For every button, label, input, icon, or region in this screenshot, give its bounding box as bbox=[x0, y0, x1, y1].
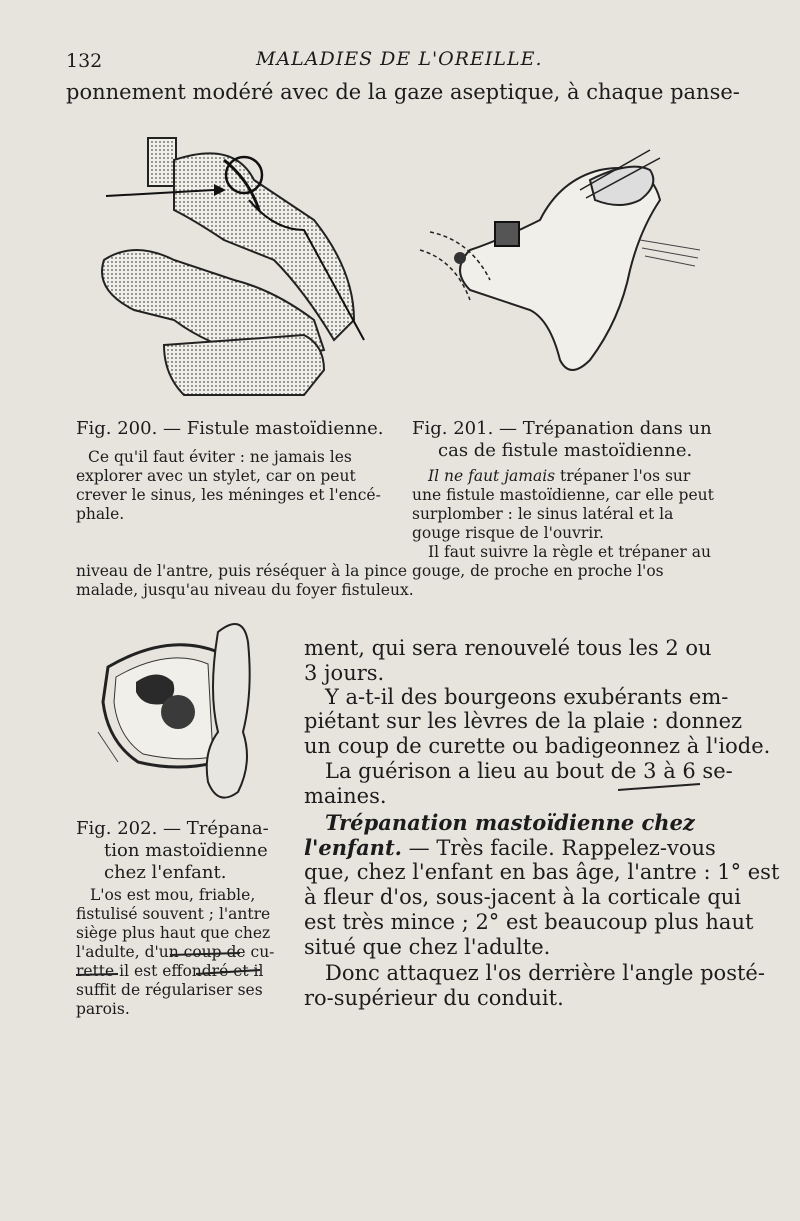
body-line-6: La guérison a lieu au bout de 3 à 6 se- bbox=[325, 759, 733, 783]
fig-201-text-1-rest: trépaner l'os sur bbox=[560, 467, 691, 485]
fig-200-caption: Fig. 200. — Fistule mastoïdienne. bbox=[76, 418, 384, 439]
fig-201-text-2: une fistule mastoïdienne, car elle peut bbox=[412, 486, 714, 504]
body-line-1: ment, qui sera renouvelé tous les 2 ou bbox=[304, 636, 712, 660]
fig-200-text-2: explorer avec un stylet, car on peut bbox=[76, 467, 356, 485]
fig-202-caption-3: chez l'enfant. bbox=[104, 862, 227, 883]
fig-202-text-6: suffit de régulariser ses bbox=[76, 981, 263, 999]
fig-202-text-3: siège plus haut que chez bbox=[76, 924, 271, 942]
fig-202-text-4: l'adulte, d'un coup de cu- bbox=[76, 943, 275, 961]
fig-201-caption-1: Fig. 201. — Trépanation dans un bbox=[412, 418, 712, 439]
section-line-4: est très mince ; 2° est beaucoup plus haut bbox=[304, 910, 754, 934]
fig-201-text-3: surplomber : le sinus latéral et la bbox=[412, 505, 674, 523]
fig-201-continue-3: malade, jusqu'au niveau du foyer fistuleux. bbox=[76, 581, 414, 599]
body-line-7: maines. bbox=[304, 784, 387, 808]
running-title: MALADIES DE L'OREILLE. bbox=[256, 48, 543, 70]
section-line-5: situé que chez l'adulte. bbox=[304, 935, 551, 959]
section-line-2: que, chez l'enfant en bas âge, l'antre : 1° est bbox=[304, 860, 780, 884]
fig-200-text-1: Ce qu'il faut éviter : ne jamais les bbox=[88, 448, 352, 466]
body-line-3: Y a-t-il des bourgeons exubérants em- bbox=[325, 685, 729, 709]
fig-202-text-2: fistulisé souvent ; l'antre bbox=[76, 905, 271, 923]
fig-201-caption-2: cas de fistule mastoïdienne. bbox=[438, 440, 693, 461]
fig-202-text-1: L'os est mou, friable, bbox=[90, 886, 256, 904]
fig-202-caption-2: tion mastoïdienne bbox=[104, 840, 268, 861]
fig-202-text-7: parois. bbox=[76, 1000, 130, 1018]
page-number: 132 bbox=[66, 50, 103, 72]
fig-202-text-5: rette il est effondré et il bbox=[76, 962, 264, 980]
fig-200-text-4: phale. bbox=[76, 505, 125, 523]
fig-201-continue-2: niveau de l'antre, puis réséquer à la pince gouge, de proche en proche l'os bbox=[76, 562, 664, 580]
fig-201-text-4: gouge risque de l'ouvrir. bbox=[412, 524, 604, 542]
body-line-5: un coup de curette ou badigeonnez à l'iode. bbox=[304, 734, 771, 758]
section-heading-2: l'enfant. bbox=[304, 835, 402, 860]
fig-200-text-3: crever le sinus, les méninges et l'encé- bbox=[76, 486, 381, 504]
section-line-7: ro-supérieur du conduit. bbox=[304, 986, 564, 1010]
body-line-2: 3 jours. bbox=[304, 661, 385, 685]
fig-202-caption-1: Fig. 202. — Trépana- bbox=[76, 818, 269, 839]
body-line-4: piétant sur les lèvres de la plaie : donnez bbox=[304, 709, 743, 733]
section-heading: Trépanation mastoïdienne chez bbox=[325, 810, 695, 835]
fig-201-continue-1: Il faut suivre la règle et trépaner au bbox=[428, 543, 711, 561]
continued-line: ponnement modéré avec de la gaze aseptique, à chaque panse- bbox=[66, 80, 740, 104]
fig-201-italic: Il ne faut jamais bbox=[428, 467, 556, 485]
section-line-1-text: — Très facile. Rappelez-vous bbox=[408, 836, 716, 860]
section-line-3: à fleur d'os, sous-jacent à la corticale qui bbox=[304, 885, 742, 909]
section-line-6: Donc attaquez l'os derrière l'angle posté- bbox=[325, 961, 765, 985]
